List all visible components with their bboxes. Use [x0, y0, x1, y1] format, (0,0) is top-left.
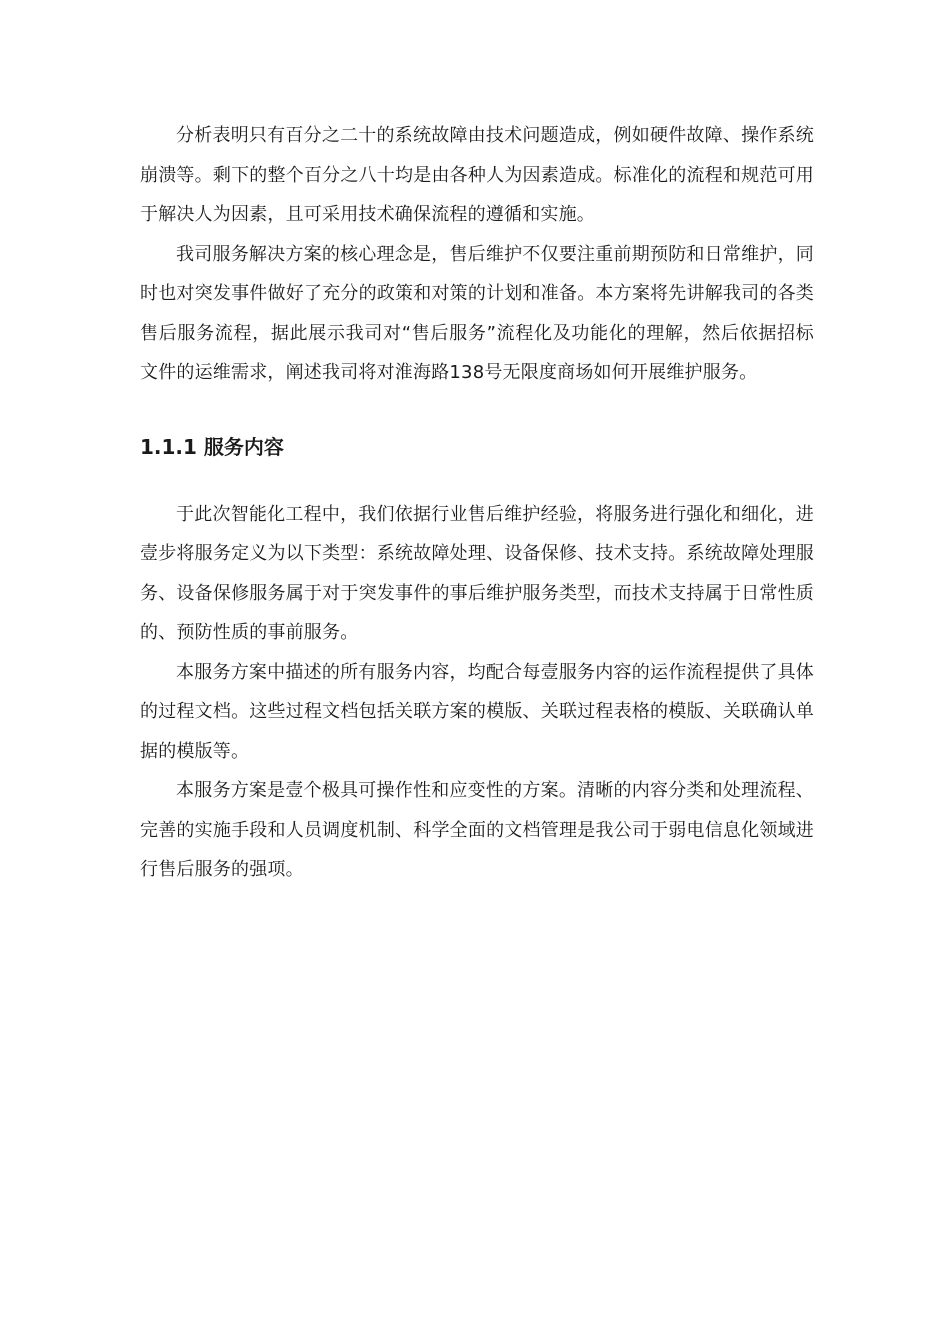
section-paragraph-1: 于此次智能化工程中，我们依据行业售后维护经验，将服务进行强化和细化，进壹步将服务定义为以下类型：系统故障处理、设备保修、技术支持。系统故障处理服务、设备保修服务属于对于突发事件的事后维护服务类型，而技术支持属于日常性质的、预防性质的事前服务。 [140, 503, 814, 643]
section-paragraph-2: 本服务方案中描述的所有服务内容，均配合每壹服务内容的运作流程提供了具体的过程文档。这些过程文档包括关联方案的模版、关联过程表格的模版、关联确认单据的模版等。 [140, 661, 814, 762]
section-body [140, 495, 814, 890]
intro-paragraph-1: 分析表明只有百分之二十的系统故障由技术问题造成，例如硬件故障、操作系统崩溃等。剩下的整个百分之八十均是由各种人为因素造成。标准化的流程和规范可用于解决人为因素，且可采用技术确保流程的遵循和实施。 [140, 125, 814, 225]
section-heading: 1.1.1 服务内容 [140, 434, 284, 459]
document-body [140, 116, 814, 890]
intro-paragraph-2: 我司服务解决方案的核心理念是，售后维护不仅要注重前期预防和日常维护，同时也对突发事件做好了充分的政策和对策的计划和准备。本方案将先讲解我司的各类售后服务流程，据此展示我司对“售后服务”流程化及功能化的理解，然后依据招标文件的运维需求，阐述我司将对淮海路138号无限度商场如何开展维护服务。 [140, 243, 814, 383]
section-paragraph-3: 本服务方案是壹个极具可操作性和应变性的方案。清晰的内容分类和处理流程、完善的实施手段和人员调度机制、科学全面的文档管理是我公司于弱电信息化领域进行售后服务的强项。 [140, 780, 814, 880]
